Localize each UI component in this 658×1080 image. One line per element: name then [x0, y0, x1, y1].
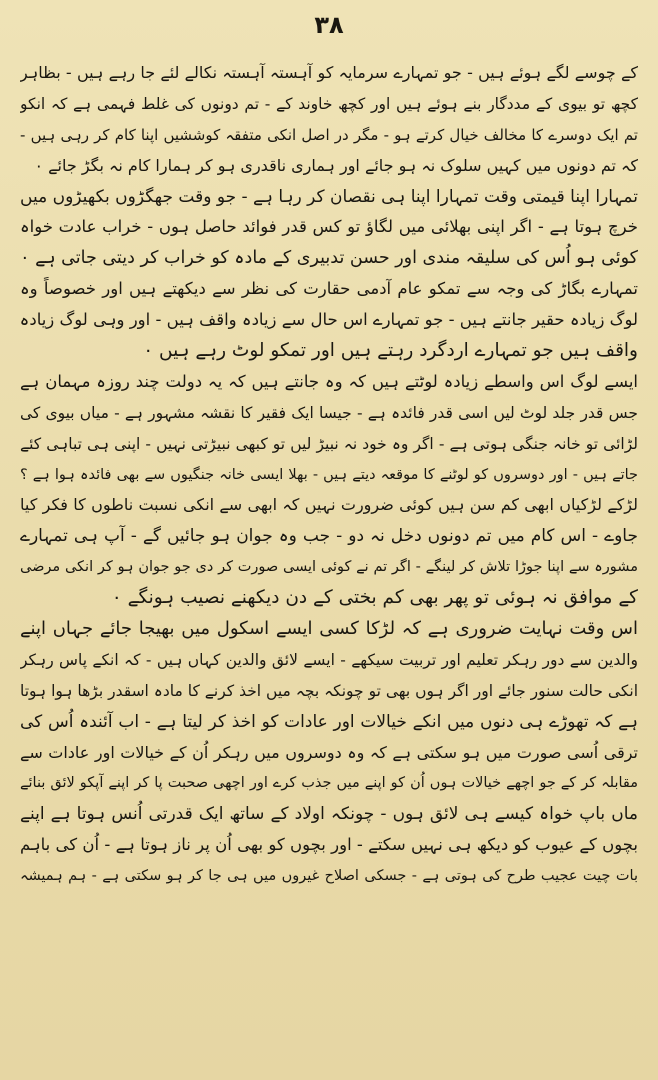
text-line: مقابلہ کر کے جو اچھے خیالات ہوں اُن کو اپنے میں جذب کرے اور اچھی صحبت پا کر اپنے آپکو لائق بنائے: [20, 775, 638, 792]
text-line: کے موافق نہ ہوئی تو پھر بھی کم بختی کے دن دیکھنے نصیب ہونگے ۰: [111, 587, 638, 609]
text-line: کہ تم دونوں میں کہیں سلوک نہ ہو جائے اور ہماری ناقدری ہو کر ہمارا کام نہ بگڑ جائے ۰: [34, 155, 638, 175]
text-line: واقف ہیں جو تمہارے اردگرد رہتے ہیں اور تمکو لوٹ رہے ہیں ۰: [143, 340, 638, 362]
text-line: لڑکے لڑکیاں ابھی کم سن ہیں کوئی ضرورت نہیں کہ ابھی سے انکی نسبت ناطوں کا فکر کیا: [20, 495, 638, 515]
text-line: کوئی ہو اُس کی سلیقہ مندی اور حسن تدبیری کے مادہ کو خراب کر دیتی جاتی ہے ۰: [20, 248, 638, 269]
text-line: جاتے ہیں - اور دوسروں کو لوٹنے کا موقعہ دیتے ہیں - بھلا ایسی خانہ جنگیوں سے بھی فائدہ ہوا ہے ؟: [20, 466, 638, 483]
text-line: بات چیت عجیب طرح کی ہوتی ہے - جسکی اصلاح غیروں میں ہی جا کر ہو سکتی ہے - ہم ہمیشہ: [20, 868, 638, 885]
text-line: اس وقت نہایت ضروری ہے کہ لڑکا کسی ایسے اسکول میں بھیجا جائے جہاں اپنے: [20, 618, 638, 640]
text-line: لڑائی تو خانہ جنگی ہوتی ہے - اگر وہ خود نہ نبیڑ لیں تو کبھی نبیڑتی نہیں - اپنی ہی تباہی کئے: [20, 434, 638, 453]
text-body: [20, 58, 638, 892]
text-line: جس قدر جلد لوٹ لیں اسی قدر فائدہ ہے - جیسا ایک فقیر کا نقشہ مشہور ہے - میاں بیوی کی: [20, 403, 638, 422]
page-number: ۳۸: [314, 11, 344, 39]
text-line: ایسے لوگ اس واسطے زیادہ لوٹتے ہیں کہ وہ جانتے ہیں کہ یہ دولت چند روزہ مہمان ہے: [20, 371, 638, 391]
text-line: ہے کہ تھوڑے ہی دنوں میں انکے خیالات اور عادات کو اخذ کر لیتا ہے - اب آئندہ اُس کی: [20, 711, 638, 732]
text-line: جاوے - اس کام میں تم دونوں دخل نہ دو - جب وہ جوان ہو جائیں گے - آپ ہی تمہارے: [20, 526, 638, 547]
text-line: بچوں کے عیوب کو دیکھ ہی نہیں سکتے - اور بچوں کو بھی اُن پر ناز ہوتا ہے - اُن کی باہم: [20, 835, 638, 855]
text-line: تمہارا اپنا قیمتی وقت تمہارا اپنا ہی نقصان کر رہا ہے - جو وقت جھگڑوں بکھیڑوں میں: [20, 186, 638, 207]
text-line: خرچ ہوتا ہے - اگر اپنی بھلائی میں لگاؤ تو کس قدر فوائد حاصل ہوں - خراب عادت خواہ: [20, 217, 638, 237]
text-line: مشورہ سے اپنا جوڑا تلاش کر لینگے - اگر تم نے کوئی ایسی صورت کر دی جو جوان ہو کر انکی مرضی: [20, 559, 638, 576]
text-line: ترقی اُسی صورت میں ہو سکتی ہے کہ وہ دوسروں میں رہکر اُن کے خیالات اور عادات سے: [20, 742, 638, 762]
text-line: لوگ زیادہ حقیر جانتے ہیں - جو تمہارے اس حال سے زیادہ واقف ہیں - اور وہی لوگ زیادہ: [20, 310, 638, 330]
text-line: تمہارے بگاڑ کی وجہ سے تمکو عام آدمی حقارت کی نظر سے دیکھتے ہیں اور خصوصاً وہ: [20, 279, 638, 299]
text-line: تم ایک دوسرے کا مخالف خیال کرتے ہو - مگر در اصل انکی متفقہ کوششیں اپنا کام کر رہی ہیں -: [20, 125, 638, 144]
text-line: والدین سے دور رہکر تعلیم اور تربیت سیکھے - ایسے لائق والدین کہاں ہیں - کہ انکے پاس رہکر: [20, 650, 638, 669]
text-line: کچھ تو بیوی کے مددگار بنے ہوئے ہیں اور کچھ خاوند کے - تم دونوں کی غلط فہمی ہے کہ انکو: [20, 94, 638, 113]
text-line: کے چوسے لگے ہوئے ہیں - جو تمہارے سرمایہ کو آہستہ آہستہ نکالے لئے جا رہے ہیں - بظاہر: [20, 63, 638, 82]
text-line: ماں باپ خواہ کیسے ہی لائق ہوں - چونکہ اولاد کے ساتھ ایک قدرتی اُنس ہوتا ہے اپنے: [20, 804, 638, 825]
text-line: انکی حالت سنور جائے اور اگر ہوں بھی تو چونکہ بچہ میں اخذ کرنے کا مادہ اسقدر بڑھا ہوا ہوتا: [20, 681, 638, 700]
